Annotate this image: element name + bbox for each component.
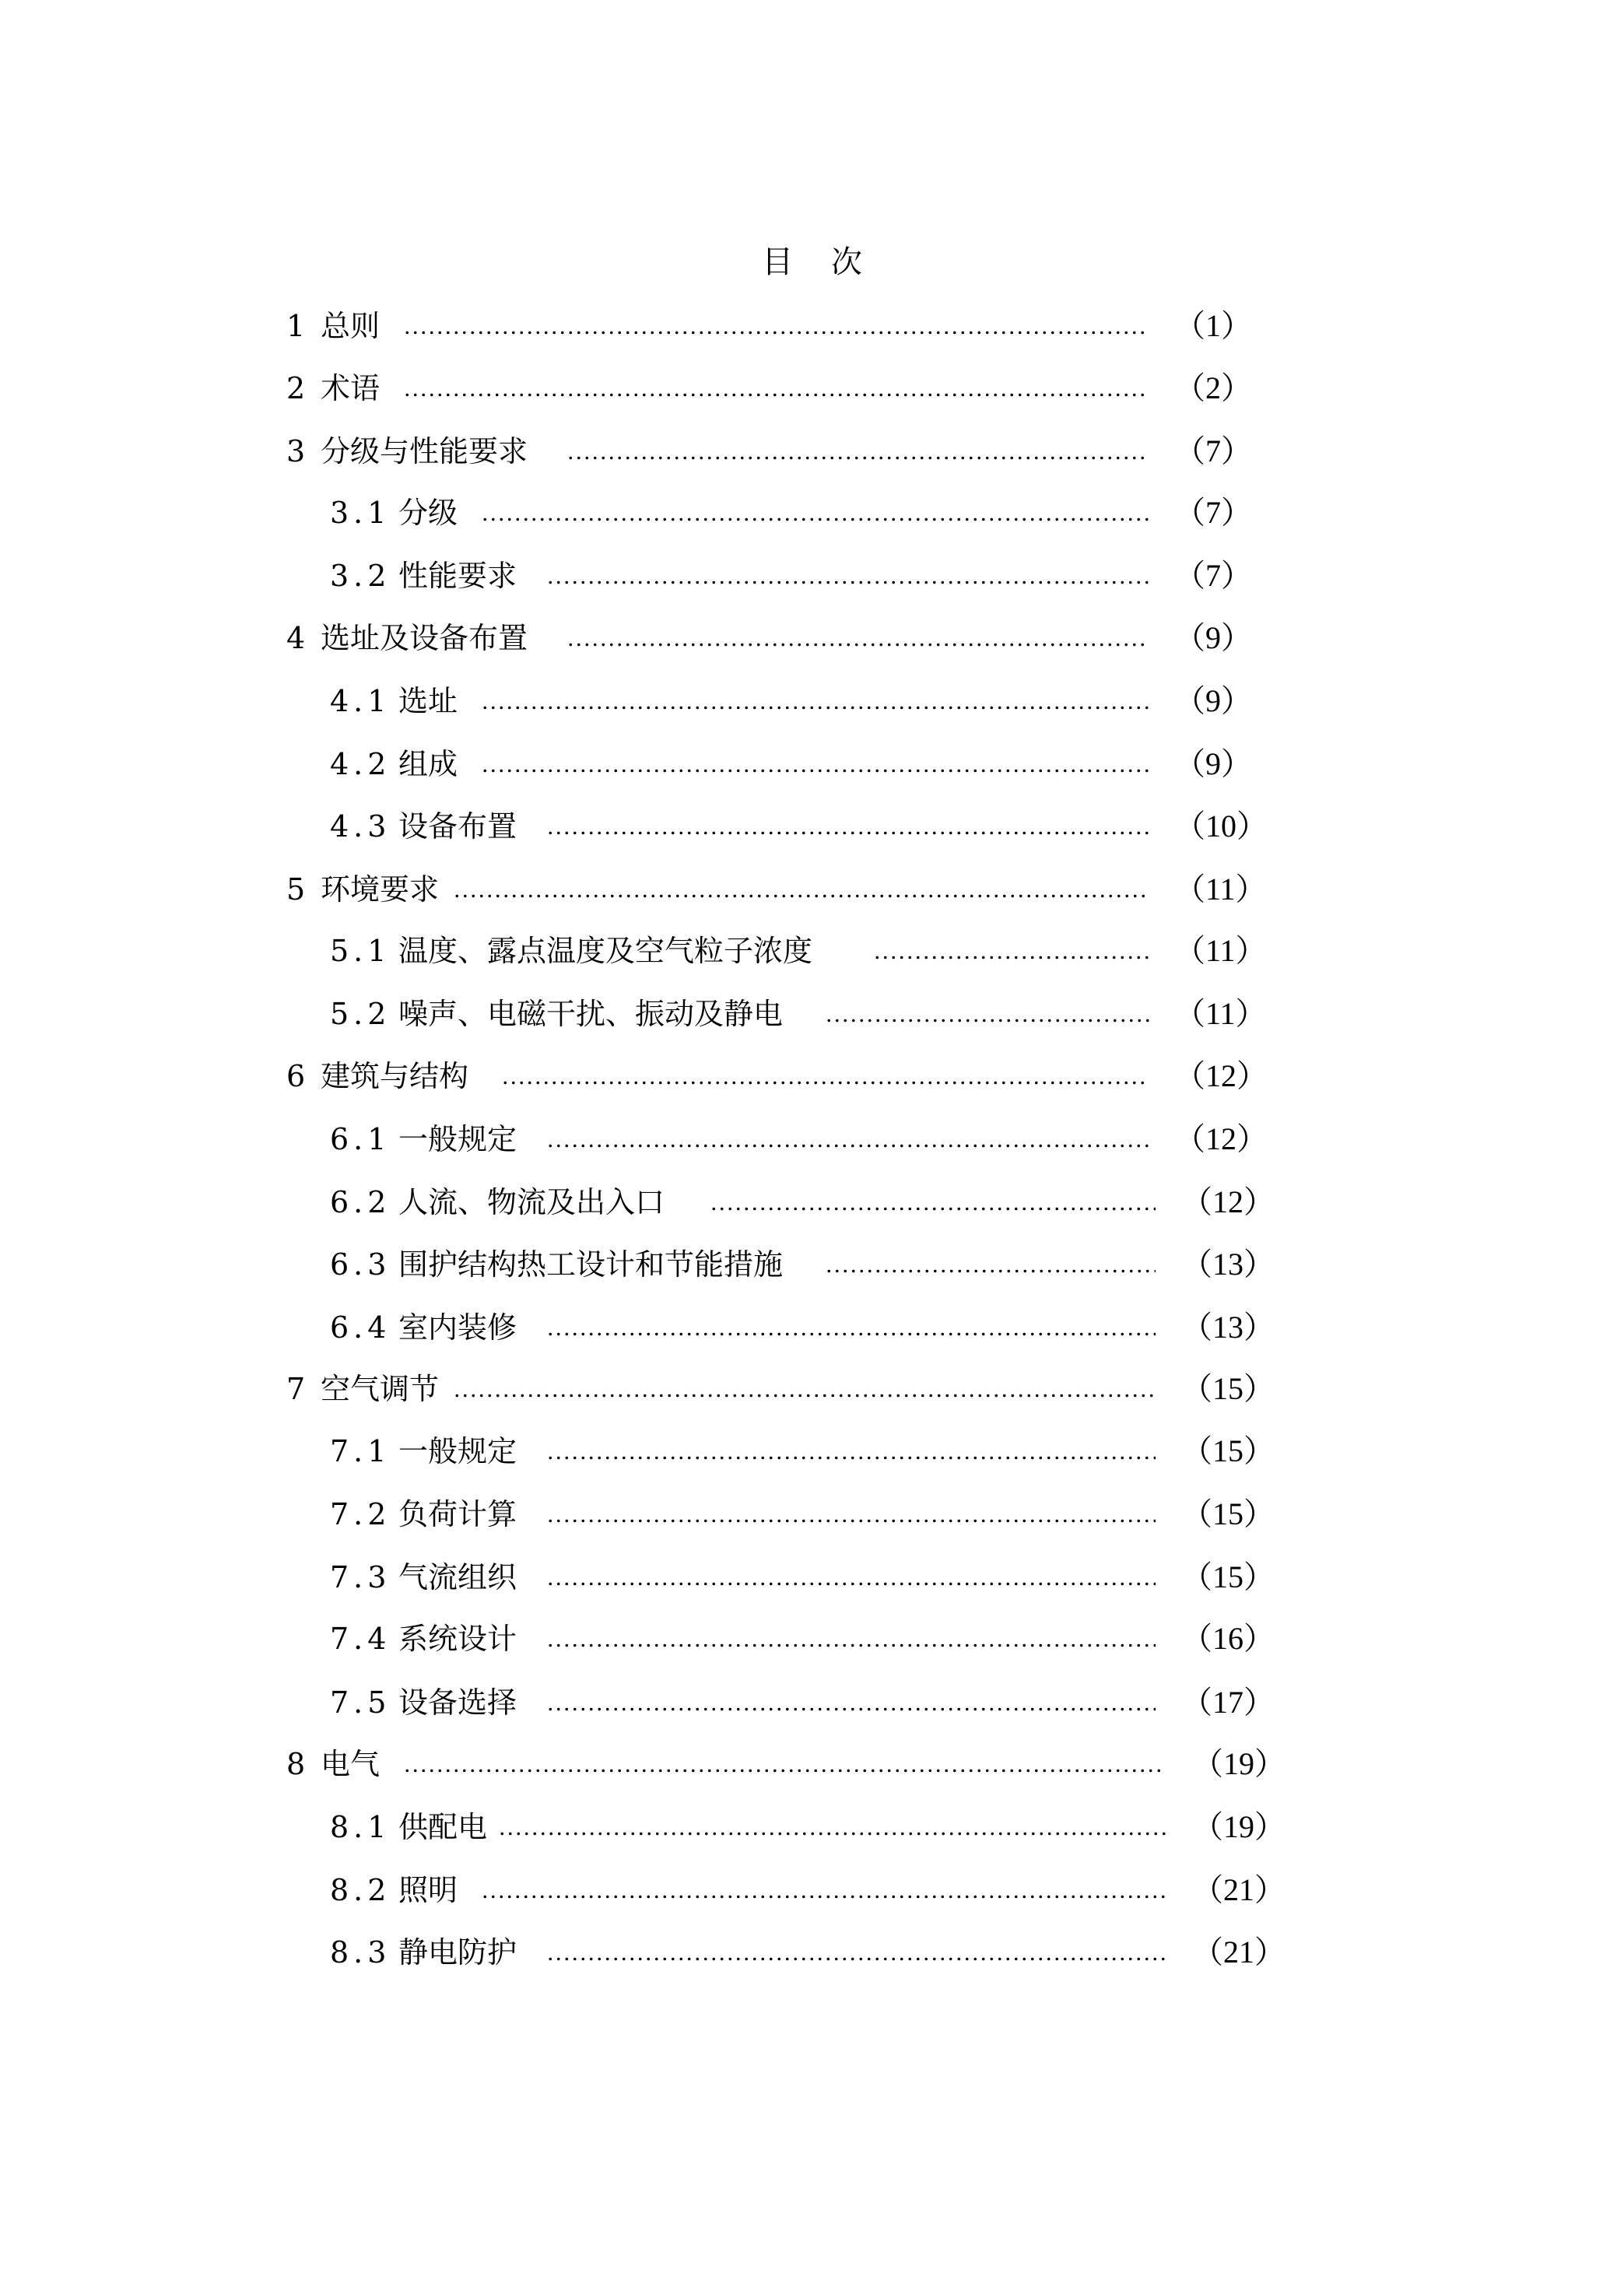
toc-entry-label: 设备布置: [398, 809, 517, 844]
toc-entry[interactable]: [0, 493, 1624, 532]
toc-leader-dots: [453, 870, 1149, 909]
toc-entry-page-number: （19）: [1192, 1809, 1286, 1844]
toc-leader-dots: [546, 1683, 1156, 1722]
toc-entry-page-number: （12）: [1174, 1058, 1268, 1093]
toc-entry-number: 3.1: [330, 496, 391, 530]
toc-entry-label: 分级与性能要求: [321, 434, 528, 468]
toc-entry-number: 7.1: [330, 1434, 391, 1468]
toc-entry[interactable]: [0, 1683, 1624, 1722]
toc-leader-dots: [546, 1495, 1156, 1534]
toc-entry-number: 4.1: [330, 684, 391, 718]
toc-entry-number: 7.5: [330, 1685, 391, 1720]
toc-entry[interactable]: [0, 994, 1624, 1033]
toc-entry[interactable]: [0, 1057, 1624, 1096]
toc-entry-page-number: （11）: [1174, 933, 1267, 968]
toc-entry-number: 5: [286, 872, 306, 907]
toc-entry-number: 7.3: [330, 1560, 391, 1594]
toc-leader-dots: [566, 432, 1149, 471]
toc-entry-label: 性能要求: [398, 559, 517, 593]
toc-leader-dots: [481, 1871, 1166, 1910]
toc-entry-number: 7.4: [330, 1622, 391, 1656]
toc-entry-page-number: （11）: [1174, 996, 1267, 1031]
toc-entry-number: 6.1: [330, 1122, 391, 1156]
toc-title: 目 次: [762, 244, 876, 280]
toc-entry[interactable]: [0, 432, 1624, 471]
toc-entry-label: 分级: [398, 496, 458, 530]
toc-leader-dots: [481, 682, 1149, 721]
toc-entry[interactable]: [0, 619, 1624, 658]
toc-leader-dots: [546, 807, 1149, 846]
toc-entry-number: 4.3: [330, 809, 391, 844]
toc-entry[interactable]: [0, 870, 1624, 909]
toc-leader-dots: [481, 493, 1149, 532]
toc-entry-page-number: （15）: [1181, 1496, 1275, 1531]
toc-leader-dots: [498, 1808, 1166, 1847]
toc-entry-number: 3.2: [330, 559, 391, 593]
toc-entry-number: 8.3: [330, 1935, 391, 1970]
toc-entry-page-number: （9）: [1174, 683, 1252, 718]
toc-leader-dots: [546, 556, 1149, 595]
toc-entry-label: 一般规定: [398, 1434, 517, 1468]
toc-leader-dots: [403, 307, 1149, 346]
toc-entry-page-number: （19）: [1192, 1746, 1286, 1781]
toc-entry-label: 组成: [398, 747, 458, 781]
toc-leader-dots: [453, 1370, 1156, 1408]
toc-leader-dots: [825, 1245, 1156, 1284]
toc-leader-dots: [546, 1558, 1156, 1597]
toc-entry-number: 4.2: [330, 747, 391, 781]
toc-entry[interactable]: [0, 1933, 1624, 1972]
toc-entry-page-number: （7）: [1174, 558, 1252, 593]
toc-entry-number: 8: [286, 1747, 306, 1781]
toc-entry[interactable]: [0, 682, 1624, 721]
toc-entry-number: 5.1: [330, 934, 391, 968]
toc-leader-dots: [403, 369, 1149, 408]
toc-entry-label: 术语: [321, 371, 381, 405]
toc-entry[interactable]: [0, 1745, 1624, 1784]
toc-entry-number: 5.2: [330, 997, 391, 1031]
toc-entry-number: 6.2: [330, 1185, 391, 1219]
toc-entry-label: 照明: [398, 1873, 458, 1907]
toc-entry-page-number: （13）: [1181, 1247, 1275, 1282]
toc-entry[interactable]: [0, 1308, 1624, 1347]
toc-entry[interactable]: [0, 369, 1624, 408]
toc-entry-page-number: （9）: [1174, 620, 1252, 655]
toc-leader-dots: [566, 619, 1149, 658]
toc-entry-page-number: （9）: [1174, 746, 1252, 781]
toc-entry-number: 6.3: [330, 1247, 391, 1282]
toc-entry-page-number: （7）: [1174, 433, 1252, 468]
toc-leader-dots: [546, 1619, 1156, 1658]
toc-entry-number: 3: [286, 434, 306, 468]
toc-entry-page-number: （15）: [1181, 1433, 1275, 1468]
toc-entry[interactable]: [0, 931, 1624, 970]
toc-entry-label: 空气调节: [321, 1372, 440, 1406]
toc-entry[interactable]: [0, 1183, 1624, 1222]
toc-entry-label: 环境要求: [321, 872, 440, 907]
toc-entry-page-number: （15）: [1181, 1371, 1275, 1406]
toc-entry[interactable]: [0, 1558, 1624, 1597]
toc-entry-number: 7.2: [330, 1497, 391, 1531]
toc-entry-label: 选址: [398, 684, 458, 718]
toc-entry-label: 静电防护: [398, 1935, 517, 1970]
toc-entry-label: 选址及设备布置: [321, 621, 528, 655]
toc-leader-dots: [546, 1432, 1156, 1471]
toc-entry-number: 6.4: [330, 1310, 391, 1345]
toc-entry-label: 人流、物流及出入口: [398, 1185, 665, 1219]
toc-entry[interactable]: [0, 807, 1624, 846]
toc-leader-dots: [403, 1745, 1166, 1784]
toc-leader-dots: [546, 1308, 1156, 1347]
toc-entry-label: 室内装修: [398, 1310, 517, 1345]
toc-entry-page-number: （2）: [1174, 370, 1252, 405]
toc-entry-label: 设备选择: [398, 1685, 517, 1720]
toc-entry-label: 气流组织: [398, 1560, 517, 1594]
toc-leader-dots: [546, 1933, 1166, 1972]
toc-entry-number: 7: [286, 1372, 306, 1406]
toc-entry-label: 系统设计: [398, 1622, 517, 1656]
toc-entry-page-number: （21）: [1192, 1934, 1286, 1970]
toc-entry-label: 负荷计算: [398, 1497, 517, 1531]
toc-leader-dots: [481, 745, 1149, 784]
toc-entry-label: 供配电: [398, 1810, 488, 1844]
toc-entry-label: 电气: [321, 1747, 381, 1781]
toc-entry-number: 4: [286, 621, 306, 655]
toc-entry-page-number: （21）: [1192, 1872, 1286, 1907]
toc-entry-number: 6: [286, 1059, 306, 1093]
toc-entry[interactable]: [0, 1808, 1624, 1847]
toc-entry-label: 一般规定: [398, 1122, 517, 1156]
toc-entry[interactable]: [0, 1370, 1624, 1408]
toc-entry-page-number: （12）: [1181, 1184, 1275, 1219]
toc-entry-label: 温度、露点温度及空气粒子浓度: [398, 934, 813, 968]
toc-entry-page-number: （15）: [1181, 1559, 1275, 1594]
toc-entry[interactable]: [0, 1432, 1624, 1471]
toc-entry[interactable]: [0, 1871, 1624, 1910]
toc-entry[interactable]: [0, 556, 1624, 595]
toc-entry[interactable]: [0, 745, 1624, 784]
toc-entry-number: 2: [286, 371, 306, 405]
toc-entry-number: 1: [286, 309, 306, 343]
toc-entry-page-number: （13）: [1181, 1310, 1275, 1345]
toc-entry[interactable]: [0, 1619, 1624, 1658]
toc-entry-page-number: （10）: [1174, 809, 1268, 844]
toc-leader-dots: [501, 1057, 1149, 1096]
toc-entry-page-number: （16）: [1181, 1621, 1275, 1656]
toc-leader-dots: [825, 994, 1149, 1033]
toc-entry-number: 8.1: [330, 1810, 391, 1844]
toc-entry-label: 噪声、电磁干扰、振动及静电: [398, 997, 784, 1031]
toc-entry-label: 总则: [321, 309, 381, 343]
toc-entry-page-number: （17）: [1181, 1685, 1275, 1720]
toc-entry[interactable]: [0, 307, 1624, 346]
toc-entry-page-number: （11）: [1174, 872, 1267, 907]
toc-entry[interactable]: [0, 1120, 1624, 1159]
toc-entry-label: 建筑与结构: [321, 1059, 469, 1093]
toc-entry[interactable]: [0, 1245, 1624, 1284]
toc-entry-page-number: （1）: [1174, 308, 1252, 343]
toc-entry-page-number: （7）: [1174, 495, 1252, 530]
toc-entry[interactable]: [0, 1495, 1624, 1534]
toc-leader-dots: [873, 931, 1149, 970]
toc-entry-label: 围护结构热工设计和节能措施: [398, 1247, 784, 1282]
toc-entry-page-number: （12）: [1174, 1121, 1268, 1156]
toc-entry-number: 8.2: [330, 1873, 391, 1907]
toc-leader-dots: [546, 1120, 1149, 1159]
toc-leader-dots: [710, 1183, 1156, 1222]
